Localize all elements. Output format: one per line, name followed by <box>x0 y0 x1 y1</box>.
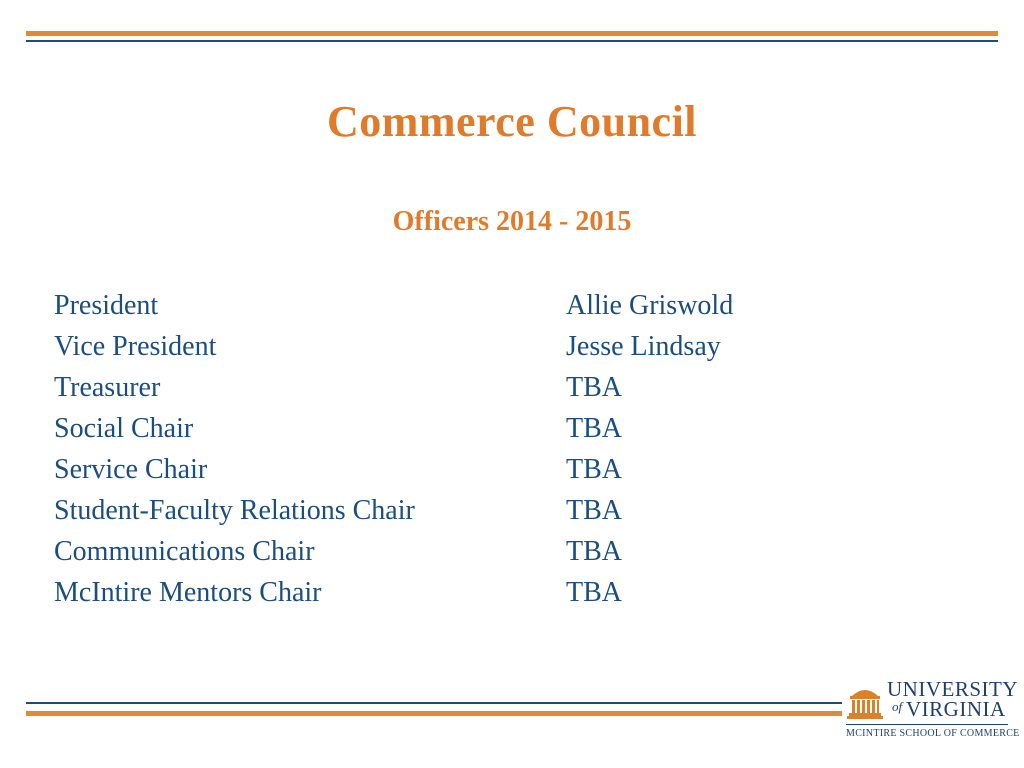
officer-row <box>54 575 814 616</box>
officer-role: Communications Chair <box>54 536 315 567</box>
officer-row <box>54 534 814 575</box>
officer-role: Treasurer <box>54 372 161 403</box>
officer-role: Social Chair <box>54 413 194 444</box>
officer-name: TBA <box>566 454 622 485</box>
slide-title: Commerce Council <box>326 97 698 146</box>
officer-row <box>54 329 814 370</box>
officer-role: Student-Faculty Relations Chair <box>54 495 415 526</box>
officer-name: Jesse Lindsay <box>566 331 721 362</box>
officers-list <box>54 288 814 616</box>
bottom-accent-rule <box>26 711 842 716</box>
top-accent-rule <box>26 31 998 36</box>
officer-name: TBA <box>566 495 622 526</box>
top-divider-rule <box>26 40 998 42</box>
officer-row <box>54 411 814 452</box>
uva-mcintire-logo <box>842 677 1020 744</box>
officer-name: TBA <box>566 577 622 608</box>
slide-subtitle: Officers 2014 - 2015 <box>392 206 632 237</box>
officer-role: President <box>54 290 159 321</box>
logo-university-text: UNIVERSITY <box>887 677 1018 701</box>
logo-divider <box>846 724 1008 725</box>
officer-role: Service Chair <box>54 454 208 485</box>
officer-role: McIntire Mentors Chair <box>54 577 322 608</box>
bottom-divider-rule <box>26 702 842 704</box>
officer-row <box>54 288 814 329</box>
officer-row <box>54 452 814 493</box>
officer-name: TBA <box>566 536 622 567</box>
rotunda-icon <box>846 682 884 720</box>
officer-row <box>54 493 814 534</box>
officer-name: Allie Griswold <box>566 290 734 321</box>
logo-of-text: of <box>892 699 903 714</box>
logo-virginia-text: VIRGINIA <box>906 697 1006 721</box>
officer-role: Vice President <box>54 331 217 362</box>
logo-school-text: MCINTIRE SCHOOL OF COMMERCE <box>846 728 1020 739</box>
officer-name: TBA <box>566 372 622 403</box>
officer-name: TBA <box>566 413 622 444</box>
officer-row <box>54 370 814 411</box>
